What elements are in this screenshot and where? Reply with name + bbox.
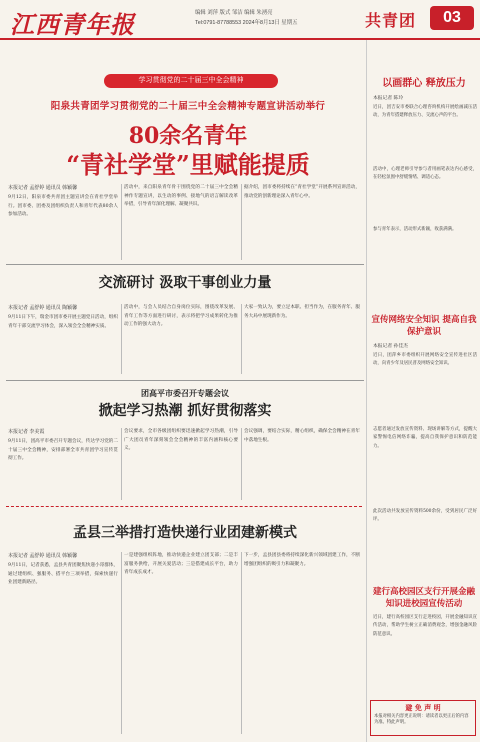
story3-headline: 掀起学习热潮 抓好贯彻落实 [98,403,272,419]
section-divider [6,506,362,507]
lead-paragraph: 9月12日，阳泉市委共青团主题宣讲会在青社学堂举行。团市委、团委及团组织负责人和青年代表80余人参加活动。 [8,195,118,218]
right-story2-paragraph: 近日，团萍乡市委组织开展网络安全宣传进社区活动，向青少年及居民普及网络安全知识。 [373,353,477,367]
newspaper-logo: 江西青年报 [10,10,135,39]
right-story1-paragraph: 活动中，心理老师引导参与者用画笔表达内心感受，在轻松氛围中舒缓情绪、调适心态。 [373,167,477,181]
edition-meta [195,8,355,28]
editor-credits: 编辑 刘萍 版式 邹洁 编辑 朱湧亮 [195,10,273,16]
column-gutter [121,428,122,500]
column-gutter [241,428,242,500]
column-gutter [241,184,242,260]
right-story1-byline: 本报记者 陈玲 [373,96,404,101]
section-divider [6,264,364,265]
story4-headline: 孟县三举措打造快递行业团建新模式 [73,525,297,541]
lead-headline-line2: “青社学堂”里赋能提质 [66,150,310,179]
column-gutter [241,552,242,734]
story3-kicker: 团高平市委召开专题会议 [141,388,229,398]
story4-byline: 本报记者 孟舒婷 通讯员 韩颖馨 [8,553,78,559]
story2-byline: 本报记者 孟舒婷 通讯员 陶颖馨 [8,305,78,311]
right-story1-headline: 以画群心 释放压力 [382,78,466,89]
right-story2-byline: 本报记者 孙佳杰 [373,344,408,349]
story2-paragraph: 9月11日下午，瑞金市团市委开展主题党日活动，组织青年干部交流学习体会，深入领会全会精神实质。 [8,315,118,329]
topic-banner: 学习贯彻党的二十届三中全会精神 [104,74,278,88]
column-gutter [121,552,122,734]
right-story1-paragraph: 参与青年表示，活动形式新颖，收获满满。 [373,227,457,232]
story3-byline: 本报记者 李美霞 [8,429,45,435]
column-gutter [121,304,122,374]
lead-kicker: 阳泉共青团学习贯彻党的二十届三中全会精神专题宣讲活动举行 [50,101,326,112]
story3-paragraph: 会议要求，全市各级团组织要迅速掀起学习热潮，引导广大团员青年深刻领会全会精神的丰富内涵和核心要义。 [124,429,238,452]
right-story3-paragraph: 近日，建行高校园区支行走进校园，开展金融知识宣传活动，帮助学生树立正确消费观念，增强金融风险防范意识。 [373,615,477,637]
story2-paragraph: 活动中，与会人员结合自身岗位实际，围绕改革发展、青年工作等方面进行研讨，表示将把学习成果转化为推动工作的强大动力。 [124,305,238,328]
column-gutter [121,184,122,260]
story4-paragraph: 一是建强组织阵地，推动快递企业建立团支部；二是丰富服务供给，开展关爱活动；三是搭建成长平台，助力青年成长成才。 [124,553,238,576]
masthead [0,0,480,40]
right-story2-paragraph: 志愿者通过发放宣传资料、现场讲解等方式，提醒大家警惕电信网络诈骗，提高自我保护意识和防范能力。 [373,427,477,449]
right-story3-headline: 建行高校园区支行开展金融知识进校园宣传活动 [372,587,475,609]
story3-paragraph: 会议强调，要结合实际，精心组织，确保全会精神在青年中落地生根。 [244,429,360,443]
section-name: 共青团 [365,11,417,30]
corrections-box [370,700,476,736]
lead-paragraph: 据介绍，团市委将持续在“青社学堂”开展系列宣讲活动，推动党的创新理论深入青年心中。 [244,185,360,199]
corrections-title: 避 免 声 明 [405,703,441,712]
story3-paragraph: 9月11日，团高平市委召开专题会议，传达学习党的二十届三中全会精神，安排部署全市共青团学习宣传贯彻工作。 [8,439,118,462]
edition-date: Tel:0791-87788553 2024年8月13日 星期五 [195,20,298,26]
story2-headline: 交流研讨 汲取干事创业力量 [98,275,272,291]
column-gutter [241,304,242,374]
story4-paragraph: 9月11日，记者获悉，孟县共青团聚焦快递小哥群体，通过建组织、强服务、搭平台三项举措，探索快递行业团建新路径。 [8,563,118,586]
right-story2-paragraph: 此次活动共发放宣传资料500余份，受到居民广泛好评。 [373,509,477,523]
page-number: 03 [430,6,474,30]
right-column [366,40,480,742]
lead-paragraph: 活动中，来自阳泉青年骨干围绕党的二十届三中全会精神作专题宣讲，以生动的事例、接地气的语言解读改革举措，引导青年深化理解、凝聚共识。 [124,185,238,208]
section-divider [6,380,364,381]
corrections-text: 本报对相关内容更正说明：请读者以更正后的内容为准。特此声明。 [374,714,469,726]
story2-paragraph: 大家一致认为，要立足本职、担当作为，在服务青年、服务大局中展现新作为。 [244,305,360,319]
story4-paragraph: 下一步，孟县团县委将持续深化新兴领域团建工作，不断增强团组织的吸引力和凝聚力。 [244,553,360,567]
lead-headline-line1: 80余名青年 [128,123,248,149]
right-story2-headline: 宣传网络安全知识 提高自我保护意识 [371,315,477,337]
lead-byline: 本报记者 孟舒婷 通讯员 韩颖馨 [8,185,78,191]
right-story1-paragraph: 近日，团吉安市委联合心理咨询机构开展绘画减压活动，为青年搭建释放压力、交流心声的平台。 [373,105,477,119]
